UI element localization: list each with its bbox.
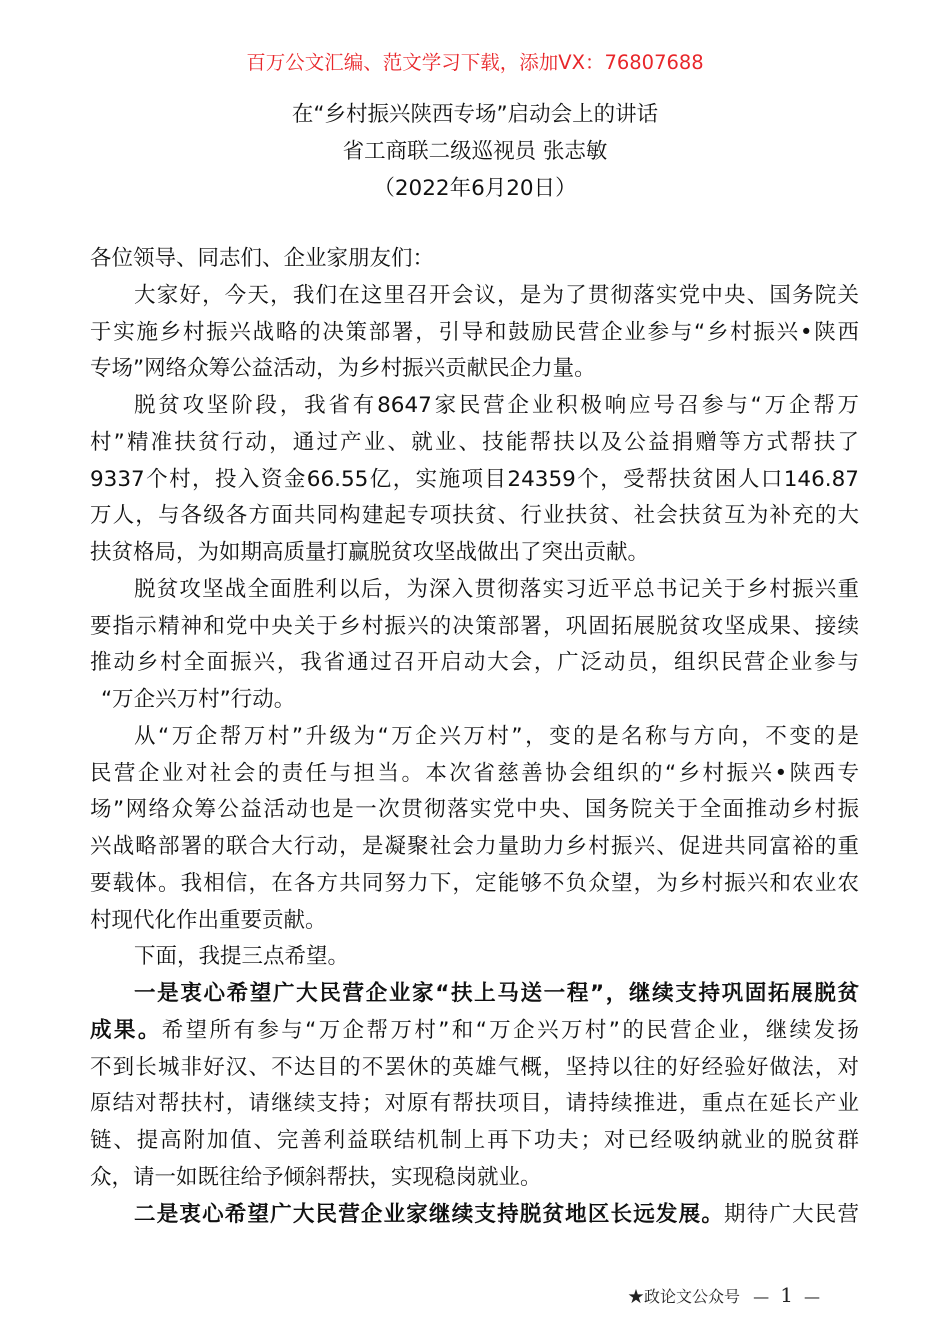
text-segment: 要载体。我相信，在各方共同努力下，定能够不负众望，为乡村振兴和农业农	[90, 870, 859, 896]
text-segment: “万企兴万村”行动。	[101, 687, 296, 712]
text-segment: 推动乡村全面振兴，我省通过召开启动大会，广泛动员，组织民营企业参与	[90, 650, 859, 676]
text-line	[90, 1086, 859, 1123]
text-segment: 村现代化作出重要贡献。	[90, 907, 327, 933]
text-segment: 场”网络众筹公益活动也是一次贯彻落实党中央、国务院关于全面推动乡村振	[90, 797, 859, 823]
text-segment: 万人，与各级各方面共同构建起专项扶贫、行业扶贫、社会扶贫互为补充的大	[90, 503, 859, 529]
text-segment: 各位领导、同志们、企业家朋友们：	[90, 246, 435, 271]
text-line	[90, 1013, 859, 1050]
text-line	[90, 241, 859, 278]
footer-dash-left: —	[753, 1287, 770, 1306]
text-line	[90, 462, 859, 499]
text-segment: 不到长城非好汉、不达目的不罢休的英雄气概，坚持以往的好经验好做法，对	[90, 1054, 859, 1080]
text-line	[90, 351, 859, 388]
text-line	[90, 903, 859, 940]
text-segment: 兴战略部署的联合大行动，是凝聚社会力量助力乡村振兴、促进共同富裕的重	[90, 834, 859, 859]
document-body	[90, 241, 859, 1233]
footer-source: ★政论文公众号	[628, 1287, 741, 1306]
text-line	[90, 572, 859, 609]
text-segment: 要指示精神和党中央关于乡村振兴的决策部署，巩固拓展脱贫攻坚成果、接续	[90, 613, 859, 639]
speaker-line: 省工商联二级巡视员 张志敏	[342, 139, 608, 164]
text-line	[90, 498, 859, 535]
text-line	[90, 609, 859, 646]
text-segment: 于实施乡村振兴战略的决策部署，引导和鼓励民营企业参与“乡村振兴•陕西	[90, 319, 859, 345]
text-line	[90, 1050, 859, 1087]
footer-dash-right: —	[804, 1287, 821, 1306]
text-segment: 期待广大民营	[724, 1201, 859, 1227]
page-footer	[628, 1283, 820, 1307]
text-line	[90, 792, 859, 829]
text-line	[90, 939, 859, 976]
text-line	[90, 756, 859, 793]
text-segment: 9337个村，投入资金66.55亿，实施项目24359个，受帮扶贫困人口146.87	[90, 466, 859, 492]
text-segment: 众，请一如既往给予倾斜帮扶，实现稳岗就业。	[90, 1164, 542, 1190]
text-line	[90, 535, 859, 572]
text-line	[90, 976, 859, 1013]
bold-text: 一是衷心希望广大民营企业家“扶上马送一程”，继续支持巩固拓展脱贫	[134, 981, 859, 1006]
text-line	[90, 388, 859, 425]
text-line	[90, 1160, 859, 1197]
text-segment: 脱贫攻坚阶段，我省有8647家民营企业积极响应号召参与“万企帮万	[134, 393, 859, 418]
page-number: 1	[780, 1283, 793, 1307]
text-line	[90, 425, 859, 462]
text-line	[90, 1197, 859, 1234]
text-segment: 希望所有参与“万企帮万村”和“万企兴万村”的民营企业，继续发扬	[161, 1017, 859, 1043]
text-line	[90, 315, 859, 352]
bold-text: 二是衷心希望广大民营企业家继续支持脱贫地区长远发展。	[134, 1201, 725, 1227]
text-segment: 下面，我提三点希望。	[134, 944, 350, 970]
text-segment: 链、提高附加值、完善利益联结机制上再下功夫；对已经吸纳就业的脱贫群	[90, 1128, 859, 1153]
text-line	[90, 682, 859, 719]
text-line	[90, 719, 859, 756]
text-line	[90, 829, 859, 866]
watermark-banner: 百万公文汇编、范文学习下载，添加VX：76807688	[246, 51, 704, 74]
speech-date: （2022年6月20日）	[373, 176, 577, 201]
text-line	[90, 866, 859, 903]
text-segment: 扶贫格局，为如期高质量打赢脱贫攻坚战做出了突出贡献。	[90, 540, 650, 565]
text-segment: 大家好，今天，我们在这里召开会议，是为了贯彻落实党中央、国务院关	[134, 282, 859, 308]
text-segment: 民营企业对社会的责任与担当。本次省慈善协会组织的“乡村振兴•陕西专	[90, 760, 859, 786]
text-line	[90, 278, 859, 315]
text-segment: 村”精准扶贫行动，通过产业、就业、技能帮扶以及公益捐赠等方式帮扶了	[90, 429, 859, 455]
text-segment: 原结对帮扶村，请继续支持；对原有帮扶项目，请持续推进，重点在延长产业	[90, 1091, 859, 1117]
text-line	[90, 1123, 859, 1160]
text-line	[90, 645, 859, 682]
speech-title: 在“乡村振兴陕西专场”启动会上的讲话	[291, 102, 659, 127]
text-segment: 脱贫攻坚战全面胜利以后，为深入贯彻落实习近平总书记关于乡村振兴重	[134, 576, 859, 602]
text-segment: 从“万企帮万村”升级为“万企兴万村”，变的是名称与方向，不变的是	[134, 723, 859, 749]
bold-text: 成果。	[90, 1017, 162, 1043]
text-segment: 专场”网络众筹公益活动，为乡村振兴贡献民企力量。	[90, 356, 596, 382]
